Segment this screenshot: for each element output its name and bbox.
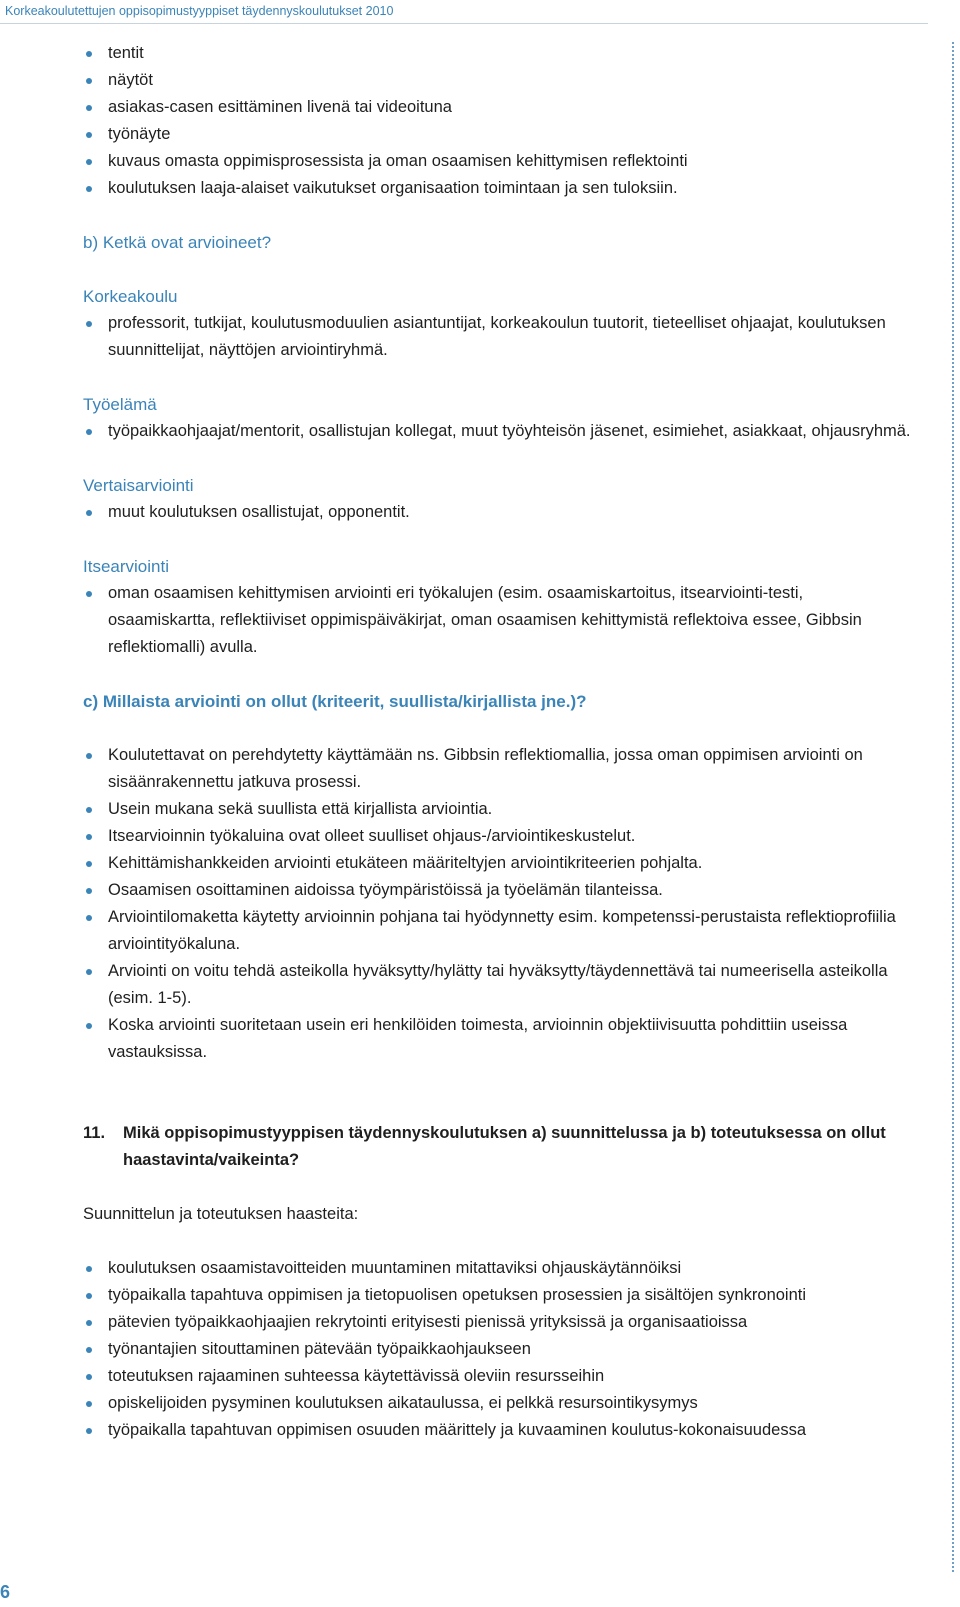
group-list-korkeakoulu bbox=[83, 310, 913, 364]
group-list-tyoelama bbox=[83, 418, 913, 445]
question-text: Mikä oppisopimustyyppisen täydennyskoulutuksen a) suunnittelussa ja b) toteutuksessa on ollut haastavinta/vaikeinta? bbox=[123, 1124, 886, 1169]
section-c-list bbox=[83, 742, 913, 1066]
list-item: koulutuksen osaamistavoitteiden muuntaminen mitattaviksi ohjauskäytännöiksi bbox=[83, 1255, 913, 1282]
list-item: opiskelijoiden pysyminen koulutuksen aikataulussa, ei pelkkä resursointikysymys bbox=[83, 1390, 913, 1417]
list-item: tentit bbox=[83, 40, 913, 67]
list-item: työnäyte bbox=[83, 121, 913, 148]
running-header bbox=[0, 0, 928, 24]
group-title-itsearviointi: Itsearviointi bbox=[83, 557, 169, 576]
page-number: 6 bbox=[0, 1582, 11, 1602]
list-item: Arviointi on voitu tehdä asteikolla hyväksytty/hylätty tai hyväksytty/täydennettävä tai numeerisella asteikolla (esim. 1-5). bbox=[83, 958, 913, 1012]
list-item: toteutuksen rajaaminen suhteessa käytettävissä oleviin resursseihin bbox=[83, 1363, 913, 1390]
list-item: työnantajien sitouttaminen pätevään työpaikkaohjaukseen bbox=[83, 1336, 913, 1363]
list-item: työpaikalla tapahtuva oppimisen ja tietopuolisen opetuksen prosessien ja sisältöjen synkronointi bbox=[83, 1282, 913, 1309]
list-item: Osaamisen osoittaminen aidoissa työympäristöissä ja työelämän tilanteissa. bbox=[83, 877, 913, 904]
list-item: kuvaus omasta oppimisprosessista ja oman osaamisen kehittymisen reflektointi bbox=[83, 148, 913, 175]
list-item: näytöt bbox=[83, 67, 913, 94]
group-list-itsearviointi bbox=[83, 580, 913, 661]
list-item: oman osaamisen kehittymisen arviointi eri työkalujen (esim. osaamiskartoitus, itsearviointi-testi, osaamiskartta, reflektiiviset oppimispäiväkirjat, oman osaamisen kehittymistä reflektoiva essee, Gibbsin reflektiomalli) avulla. bbox=[83, 580, 913, 661]
list-item: Koska arviointi suoritetaan usein eri henkilöiden toimesta, arvioinnin objektiivisuutta pohdittiin useissa vastauksissa. bbox=[83, 1012, 913, 1066]
intro-bullet-list bbox=[83, 40, 913, 202]
challenges-list bbox=[83, 1255, 913, 1444]
list-item: muut koulutuksen osallistujat, opponentit. bbox=[83, 499, 913, 526]
list-item: työpaikalla tapahtuvan oppimisen osuuden määrittely ja kuvaaminen koulutus-kokonaisuudessa bbox=[83, 1417, 913, 1444]
list-item: Itsearvioinnin työkaluina ovat olleet suulliset ohjaus-/arviointikeskustelut. bbox=[83, 823, 913, 850]
group-title-vertaisarviointi: Vertaisarviointi bbox=[83, 476, 194, 495]
page-content bbox=[83, 40, 913, 1444]
question-11 bbox=[83, 1120, 913, 1174]
challenges-intro: Suunnittelun ja toteutuksen haasteita: bbox=[83, 1205, 359, 1223]
list-item: asiakas-casen esittäminen livenä tai videoituna bbox=[83, 94, 913, 121]
list-item: Arviointilomaketta käytetty arvioinnin pohjana tai hyödynnetty esim. kompetenssi-perustaista reflektioprofiilia arviointityökaluna. bbox=[83, 904, 913, 958]
list-item: Kehittämishankkeiden arviointi etukäteen määriteltyjen arviointikriteerien pohjalta. bbox=[83, 850, 913, 877]
question-number: 11. bbox=[83, 1124, 106, 1142]
group-title-korkeakoulu: Korkeakoulu bbox=[83, 287, 178, 306]
list-item: Koulutettavat on perehdytetty käyttämään ns. Gibbsin reflektiomallia, jossa oman oppimisen arviointi on sisäänrakennettu jatkuva prosessi. bbox=[83, 742, 913, 796]
list-item: Usein mukana sekä suullista että kirjallista arviointia. bbox=[83, 796, 913, 823]
margin-rule bbox=[952, 42, 954, 1572]
section-c-heading: c) Millaista arviointi on ollut (kriteerit, suullista/kirjallista jne.)? bbox=[83, 692, 587, 711]
list-item: työpaikkaohjaajat/mentorit, osallistujan kollegat, muut työyhteisön jäsenet, esimiehet, asiakkaat, ohjausryhmä. bbox=[83, 418, 913, 445]
running-title: Korkeakoulutettujen oppisopimustyyppiset täydennyskoulutukset 2010 bbox=[5, 4, 394, 18]
list-item: koulutuksen laaja-alaiset vaikutukset organisaation toimintaan ja sen tuloksiin. bbox=[83, 175, 913, 202]
list-item: pätevien työpaikkaohjaajien rekrytointi erityisesti pienissä yrityksissä ja organisaatioissa bbox=[83, 1309, 913, 1336]
section-b-heading: b) Ketkä ovat arvioineet? bbox=[83, 233, 272, 252]
list-item: professorit, tutkijat, koulutusmoduulien asiantuntijat, korkeakoulun tuutorit, tieteelliset ohjaajat, koulutuksen suunnittelijat, näyttöjen arviointiryhmä. bbox=[83, 310, 913, 364]
group-list-vertaisarviointi bbox=[83, 499, 913, 526]
group-title-tyoelama: Työelämä bbox=[83, 395, 157, 414]
